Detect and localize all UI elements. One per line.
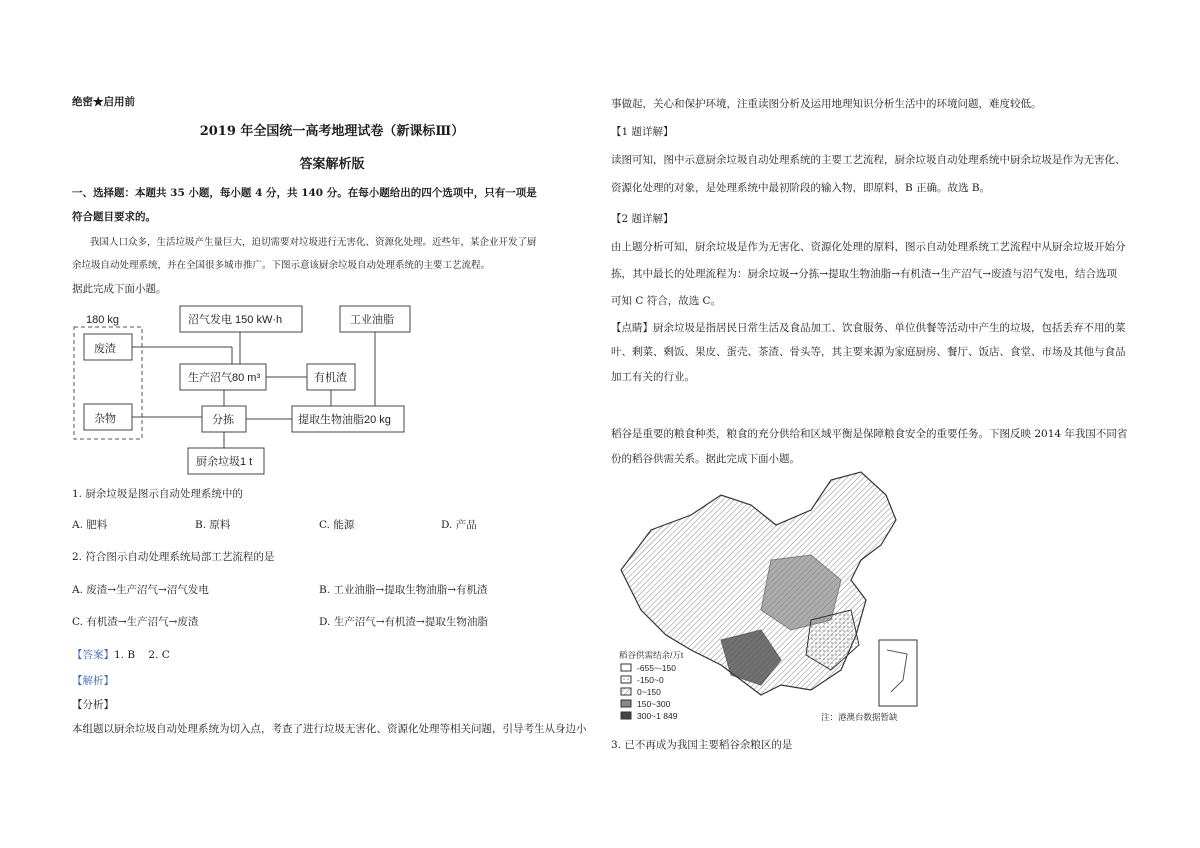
detail-2-label: 【2 题详解】 <box>611 213 674 225</box>
q2-option-a: A. 废渣→生产沼气→沼气发电 <box>72 584 209 596</box>
biogas-power-box: 沼气发电 150 kW·h <box>188 314 283 326</box>
fenxi-text: 本组题以厨余垃圾自动处理系统为切入点，考查了进行垃圾无害化、资源化处理等相关问题，引导考生从身边小 <box>72 723 587 735</box>
legend-item-5: 300~1 849 <box>637 711 678 721</box>
answer-label: 【答案】 <box>72 649 114 661</box>
answer-row <box>72 648 170 662</box>
sorting-box: 分拣 <box>212 414 234 426</box>
biogas-box: 生产沼气80 m³ <box>188 372 261 384</box>
detail-1-label: 【1 题详解】 <box>611 126 674 138</box>
section-heading-1: 一、选择题：本题共 35 小题，每小题 4 分，共 140 分。在每小题给出的四个选项中，只有一项是 <box>72 187 537 199</box>
q1-option-a: A. 肥料 <box>72 519 108 531</box>
answer-text: 1. B 2. C <box>114 649 170 661</box>
map-note: 注：港澳台数据暂缺 <box>821 712 898 722</box>
detail-2-line-c: 可知 C 符合，故选 C。 <box>611 295 722 307</box>
secret-label: 绝密★启用前 <box>72 96 135 108</box>
intro-line-2: 余垃圾自动处理系统，并在全国很多城市推广。下图示意该厨余垃圾自动处理系统的主要工艺流程。 <box>72 260 491 271</box>
rice-intro-a: 稻谷是重要的粮食种类，粮食的充分供给和区域平衡是保障粮食安全的重要任务。下图反映 2014 年我国不同省 <box>611 428 1128 440</box>
intro-line-1: 我国人口众多，生活垃圾产生量巨大，迫切需要对垃圾进行无害化、资源化处理。近些年，某企业开发了厨 <box>90 237 537 248</box>
south-sea-inset <box>879 640 917 706</box>
china-rice-map <box>611 470 931 732</box>
q2-option-d: D. 生产沼气→有机渣→提取生物油脂 <box>319 616 488 628</box>
debris-box: 杂物 <box>94 413 116 425</box>
page-subtitle: 答案解析版 <box>299 157 365 172</box>
rice-intro-b: 份的稻谷供需关系。据此完成下面小题。 <box>611 453 800 465</box>
fenxi-label: 【分析】 <box>72 699 114 711</box>
q1-option-d: D. 产品 <box>441 519 477 531</box>
q2-option-b: B. 工业油脂→提取生物油脂→有机渣 <box>319 584 488 596</box>
detail-2-line-b: 拣，其中最长的处理流程为：厨余垃圾→分拣→提取生物油脂→有机渣→生产沼气→废渣与沼气发电，结合选项 <box>611 268 1117 280</box>
legend-item-4: 150~300 <box>637 699 671 709</box>
dianjing-line-a: 【点睛】厨余垃圾是指居民日常生活及食品加工、饮食服务、单位供餐等活动中产生的垃圾，包括丢弃不用的菜 <box>611 322 1126 334</box>
legend-item-1: -655~-150 <box>637 663 676 673</box>
extract-oil-box: 提取生物油脂20 kg <box>298 414 391 426</box>
intro-line-3: 据此完成下面小题。 <box>72 283 167 295</box>
q2-option-c: C. 有机渣→生产沼气→废渣 <box>72 616 199 628</box>
legend-item-2: -150~0 <box>637 675 664 685</box>
kitchen-waste-box: 厨余垃圾1 t <box>196 456 253 468</box>
q1-option-c: C. 能源 <box>319 519 355 531</box>
legend-title: 稻谷供需结余/万t <box>619 650 684 660</box>
question-2: 2. 符合图示自动处理系统局部工艺流程的是 <box>72 551 275 563</box>
right-line-1: 事做起，关心和保护环境，注重读图分析及运用地理知识分析生活中的环境问题，难度较低。 <box>611 98 1042 110</box>
question-1: 1. 厨余垃圾是图示自动处理系统中的 <box>72 488 243 500</box>
question-3: 3. 已不再成为我国主要稻谷余粮区的是 <box>611 739 793 751</box>
organic-residue-box: 有机渣 <box>314 372 347 384</box>
detail-2-line-a: 由上题分析可知，厨余垃圾是作为无害化、资源化处理的原料，图示自动处理系统工艺流程中从厨余垃圾开始分 <box>611 241 1126 253</box>
detail-1-line-b: 资源化处理的对象，是处理系统中最初阶段的输入物，即原料，B 正确。故选 B。 <box>611 182 991 194</box>
analysis-label: 【解析】 <box>72 675 114 687</box>
process-flow-diagram <box>72 302 412 480</box>
q1-option-b: B. 原料 <box>195 519 231 531</box>
section-heading-2: 符合题目要求的。 <box>72 211 156 223</box>
detail-1-line-a: 读图可知，图中示意厨余垃圾自动处理系统的主要工艺流程，厨余垃圾自动处理系统中厨余垃圾是作为无害化、 <box>611 154 1126 166</box>
page-title: 2019 年全国统一高考地理试卷（新课标Ⅲ） <box>199 124 465 139</box>
dianjing-line-c: 加工有关的行业。 <box>611 371 695 383</box>
waste-residue-box: 废渣 <box>94 343 116 355</box>
legend-item-3: 0~150 <box>637 687 661 697</box>
dianjing-line-b: 叶、剩菜、剩饭、果皮、蛋壳、茶渣、骨头等，其主要来源为家庭厨房、餐厅、饭店、食堂、市场及其他与食品 <box>611 346 1126 358</box>
industrial-oil-box: 工业油脂 <box>350 314 394 326</box>
label-180kg: 180 kg <box>86 314 120 326</box>
